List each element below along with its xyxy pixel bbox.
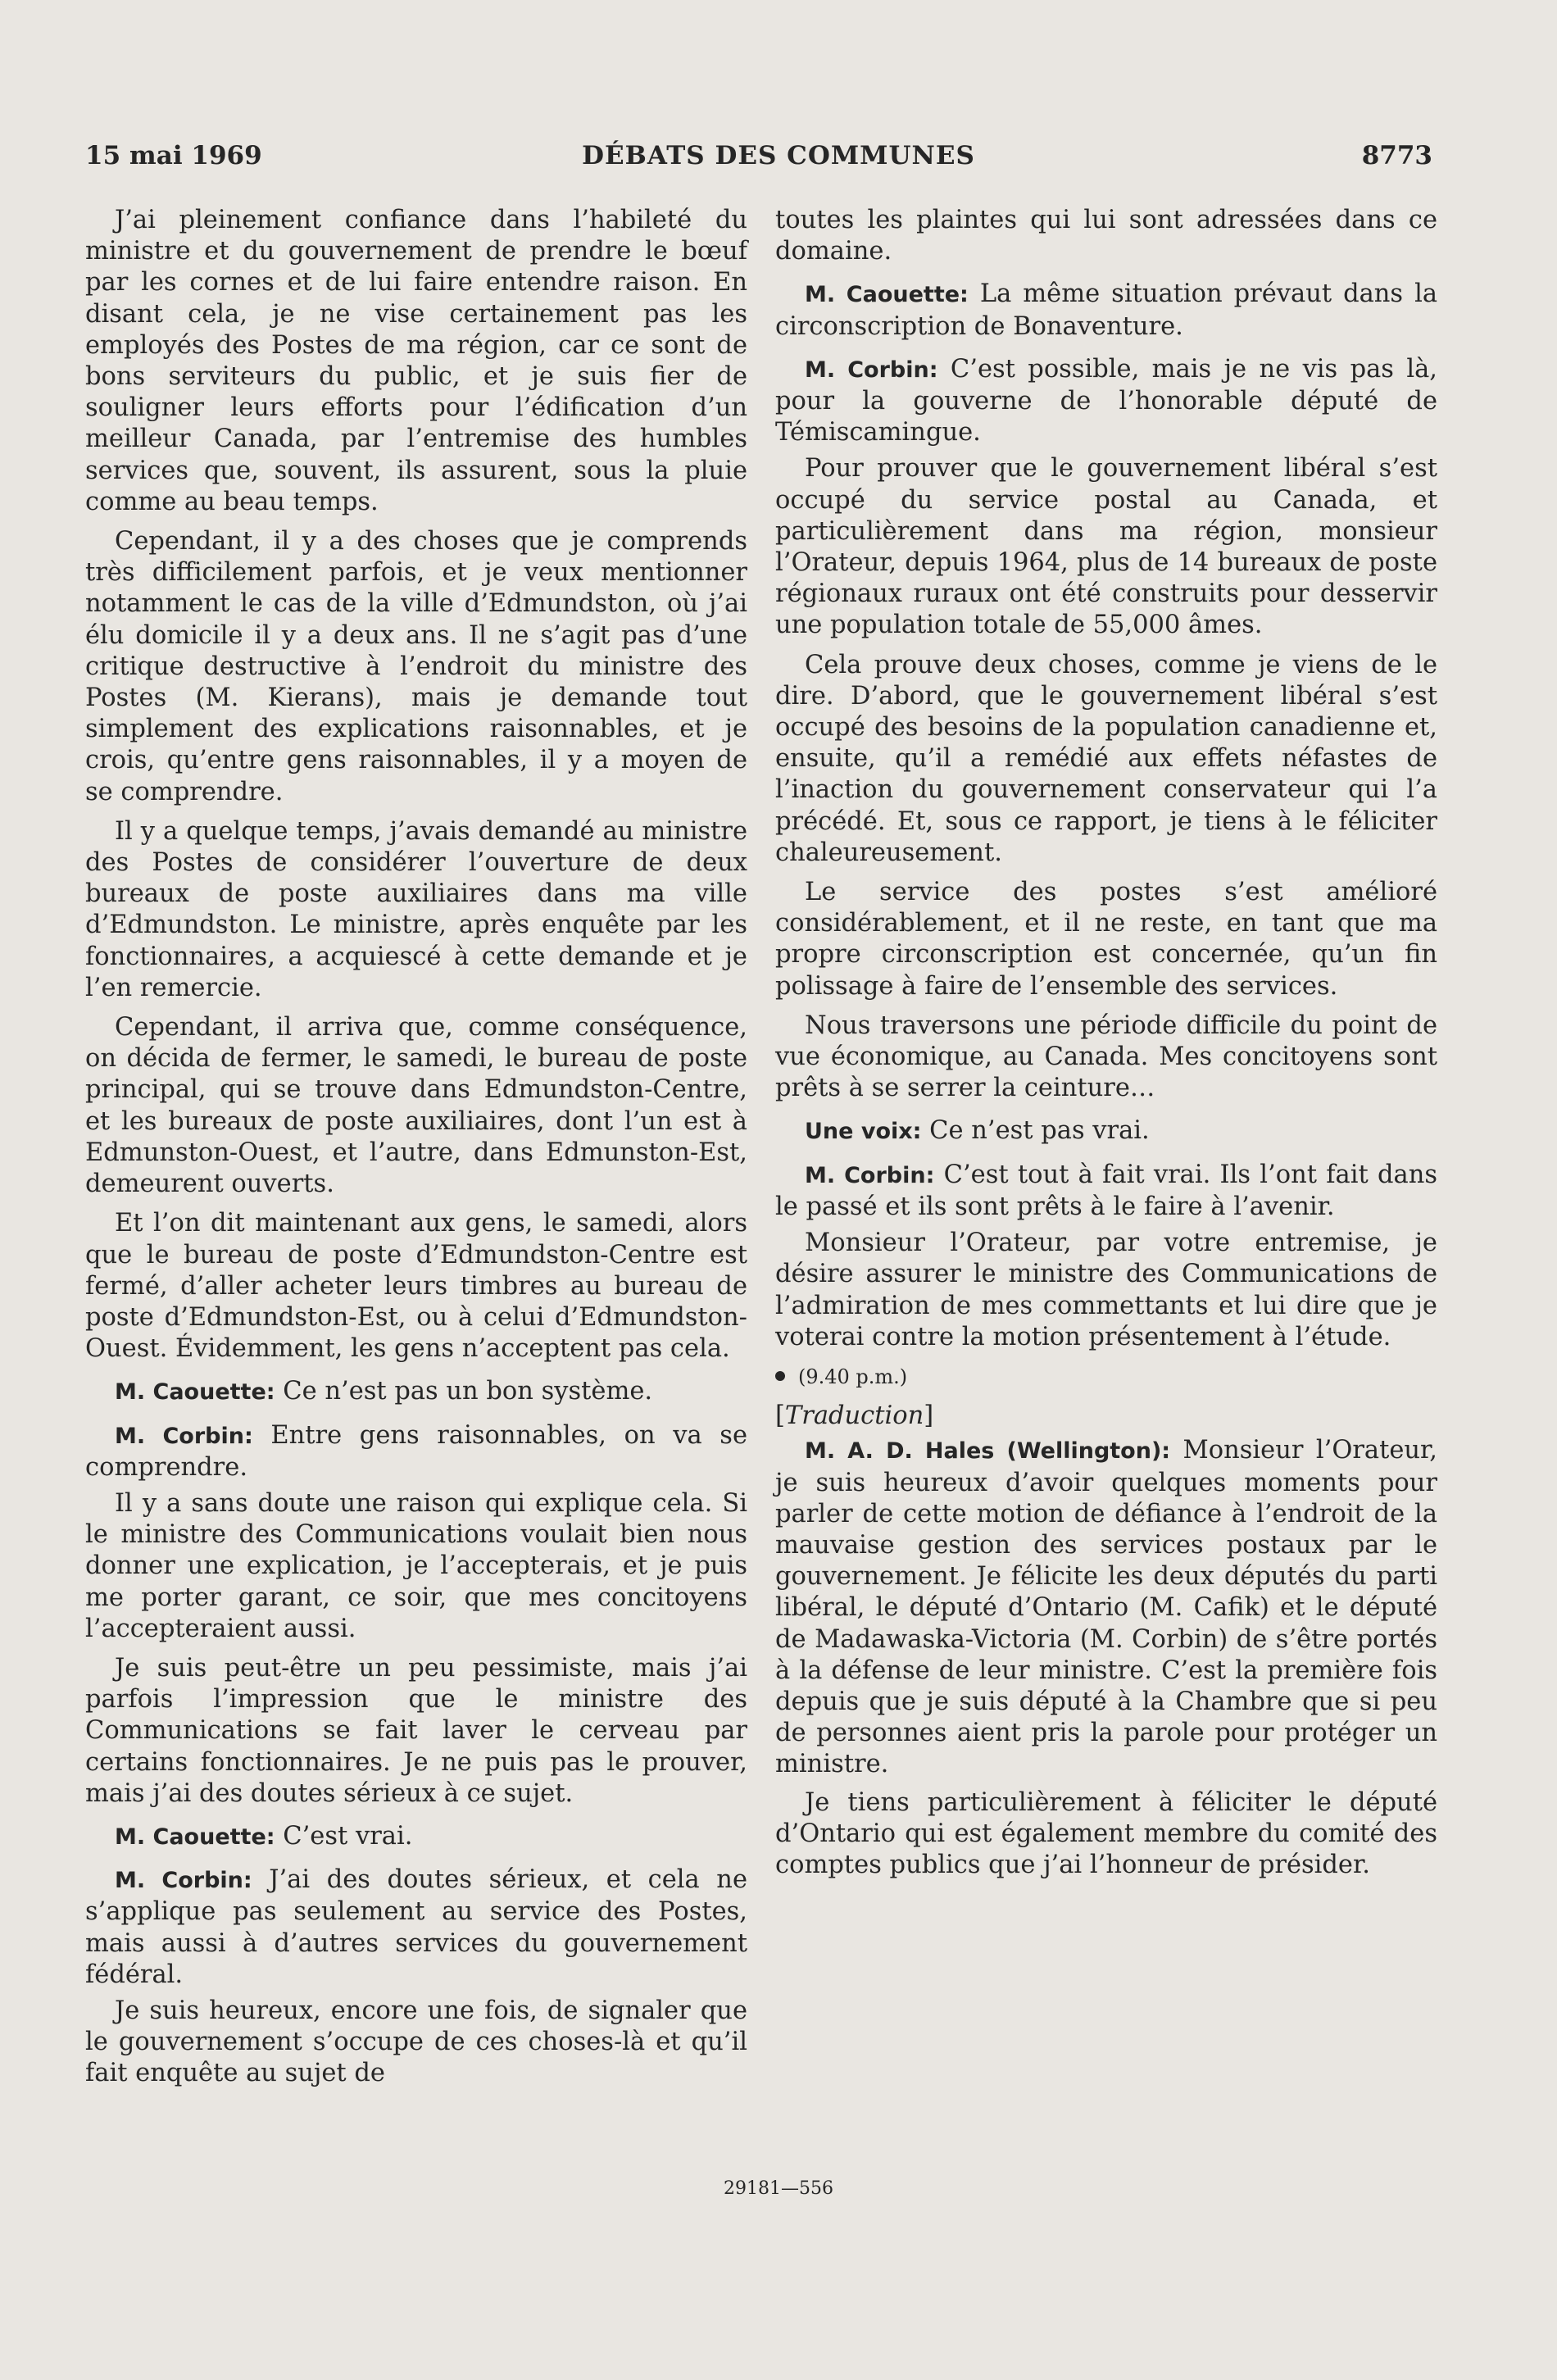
speech-text: J’ai des doutes sérieux, et cela ne s’applique pas seulement au service des Postes, mais aussi à d’autres services du gouvernement fédéral.	[85, 1865, 747, 1989]
paragraph: Nous traversons une période difficile du point de vue économique, au Canada. Mes concitoyens sont prêts à se serrer la ceinture…	[775, 1011, 1437, 1103]
paragraph: Je suis heureux, encore une fois, de signaler que le gouvernement s’occupe de ces choses-là et qu’il fait enquête au sujet de	[85, 1996, 747, 2088]
bullet-icon	[775, 1371, 785, 1381]
speech	[775, 1115, 1437, 1147]
paragraph: Monsieur l’Orateur, par votre entremise, je désire assurer le ministre des Communications de l’admiration de mes commettants et lui dire que je voterai contre la motion présentement à l’étude.	[775, 1229, 1437, 1351]
speech-text: Ce n’est pas vrai.	[921, 1116, 1150, 1146]
speaker-name: M. Corbin:	[805, 1162, 935, 1188]
speech-text: Monsieur l’Orateur, je suis heureux d’avoir quelques moments pour parler de cette motion de défiance à l’endroit de la mauvaise gestion des services postaux par le gouvernement. Je félicite les deux députés du parti libéral, le député d’Ontario (M. Cafik) et le député de Madawaska-Victoria (M. Corbin) de s’être portés à la défense de leur ministre. C’est la première fois depuis que je suis député à la Chambre que si peu de personnes aient pris la parole pour protéger un ministre.	[775, 1436, 1437, 1779]
left-column	[85, 205, 747, 2098]
paragraph: J’ai pleinement confiance dans l’habileté du ministre et du gouvernement de prendre le bœuf par les cornes et de lui faire entendre raison. En disant cela, je ne vise certainement pas les employés des Postes de ma région, car ce sont de bons serviteurs du public, et je suis fier de souligner leurs efforts pour l’édification d’un meilleur Canada, par l’entremise des humbles services que, souvent, ils assurent, sous la pluie comme au beau temps.	[85, 206, 747, 516]
speaker-name: Une voix:	[805, 1119, 922, 1145]
speech	[775, 1160, 1437, 1223]
paragraph: Le service des postes s’est amélioré considérablement, et il ne reste, en tant que ma propre circonscription est concernée, qu’un fin polissage à faire de l’ensemble des services.	[775, 878, 1437, 1001]
speech	[85, 1376, 747, 1408]
speaker-name: M. Corbin:	[115, 1868, 252, 1894]
speaker-name: M. A. D. Hales (Wellington):	[805, 1438, 1171, 1465]
paragraph: Il y a quelque temps, j’avais demandé au ministre des Postes de considérer l’ouverture de deux bureaux de poste auxiliaires dans ma ville d’Edmundston. Le ministre, après enquête par les fonctionnaires, a acquiescé à cette demande et je l’en remercie.	[85, 816, 747, 1002]
page-date: 15 mai 1969	[85, 141, 262, 170]
paragraph: Et l’on dit maintenant aux gens, le samedi, alors que le bureau de poste d’Edmundston-Centre est fermé, d’aller acheter leurs timbres au bureau de poste d’Edmundston-Est, ou à celui d’Edmundston-Ouest. Évidemment, les gens n’acceptent pas cela.	[85, 1209, 747, 1364]
speech-text: C’est possible, mais je ne vis pas là, pour la gouverne de l’honorable député de Témiscamingue.	[775, 354, 1437, 447]
speech-text: C’est vrai.	[275, 1821, 413, 1851]
speaker-name: M. Corbin:	[805, 357, 938, 383]
paragraph: toutes les plaintes qui lui sont adressées dans ce domaine.	[775, 206, 1437, 266]
speech	[85, 1420, 747, 1483]
speech	[775, 279, 1437, 342]
time-text: (9.40 p.m.)	[798, 1365, 908, 1388]
speech-text: C’est tout à fait vrai. Ils l’ont fait dans le passé et ils sont prêts à le faire à l’avenir.	[775, 1160, 1437, 1221]
right-column	[775, 205, 1437, 1889]
paragraph: Il y a sans doute une raison qui explique cela. Si le ministre des Communications voulait bien nous donner une explication, je l’accepterais, et je puis me porter garant, ce soir, que mes concitoyens l’accepteraient aussi.	[85, 1488, 747, 1643]
speech	[85, 1864, 747, 1991]
paragraph: Pour prouver que le gouvernement libéral s’est occupé du service postal au Canada, et particulièrement dans ma région, monsieur l’Orateur, depuis 1964, plus de 14 bureaux de poste régionaux ruraux ont été construits pour desservir une population totale de 55,000 âmes.	[775, 454, 1437, 640]
speech-text: Entre gens raisonnables, on va se comprendre.	[85, 1420, 747, 1482]
translation-note: [Traduction]	[775, 1401, 934, 1431]
speech-text: La même situation prévaut dans la circonscription de Bonaventure.	[775, 279, 1438, 341]
speaker-name: M. Caouette:	[805, 282, 969, 308]
paragraph: Cependant, il y a des choses que je comprends très difficilement parfois, et je veux mentionner notamment le cas de la ville d’Edmundston, où j’ai élu domicile il y a deux ans. Il ne s’agit pas d’une critique destructive à l’endroit du ministre des Postes (M. Kierans), mais je demande tout simplement des explications raisonnables, et je crois, qu’entre gens raisonnables, il y a moyen de se comprendre.	[85, 527, 747, 806]
speech	[775, 354, 1437, 449]
paragraph: Je tiens particulièrement à féliciter le député d’Ontario qui est également membre du comité des comptes publics que j’ai l’honneur de présider.	[775, 1787, 1437, 1879]
page-title: DÉBATS DES COMMUNES	[582, 141, 975, 170]
speech	[775, 1435, 1437, 1780]
page-footer-code: 29181—556	[724, 2178, 833, 2199]
time-marker	[775, 1361, 1437, 1392]
paragraph: Je suis peut-être un peu pessimiste, mais j’ai parfois l’impression que le ministre des Communications se fait laver le cerveau par certains fonctionnaires. Je ne puis pas le prouver, mais j’ai des doutes sérieux à ce sujet.	[85, 1653, 747, 1808]
paragraph: Cependant, il arriva que, comme conséquence, on décida de fermer, le samedi, le bureau de poste principal, qui se trouve dans Edmundston-Centre, et les bureaux de poste auxiliaires, dont l’un est à Edmunston-Ouest, et l’autre, dans Edmunston-Est, demeurent ouverts.	[85, 1013, 747, 1199]
speaker-name: M. Caouette:	[115, 1824, 275, 1850]
speaker-name: M. Caouette:	[115, 1379, 275, 1406]
speech-text: Ce n’est pas un bon système.	[275, 1377, 653, 1406]
page-number: 8773	[1361, 141, 1432, 170]
speaker-name: M. Corbin:	[115, 1423, 253, 1449]
paragraph: Cela prouve deux choses, comme je viens de le dire. D’abord, que le gouvernement libéral s’est occupé des besoins de la population canadienne et, ensuite, qu’il a remédié aux effets néfastes de l’inaction du gouvernement conservateur qui l’a précédé. Et, sous ce rapport, je tiens à le féliciter chaleureusement.	[775, 650, 1437, 867]
translation-label: Traduction	[784, 1401, 924, 1431]
speech	[85, 1821, 747, 1853]
